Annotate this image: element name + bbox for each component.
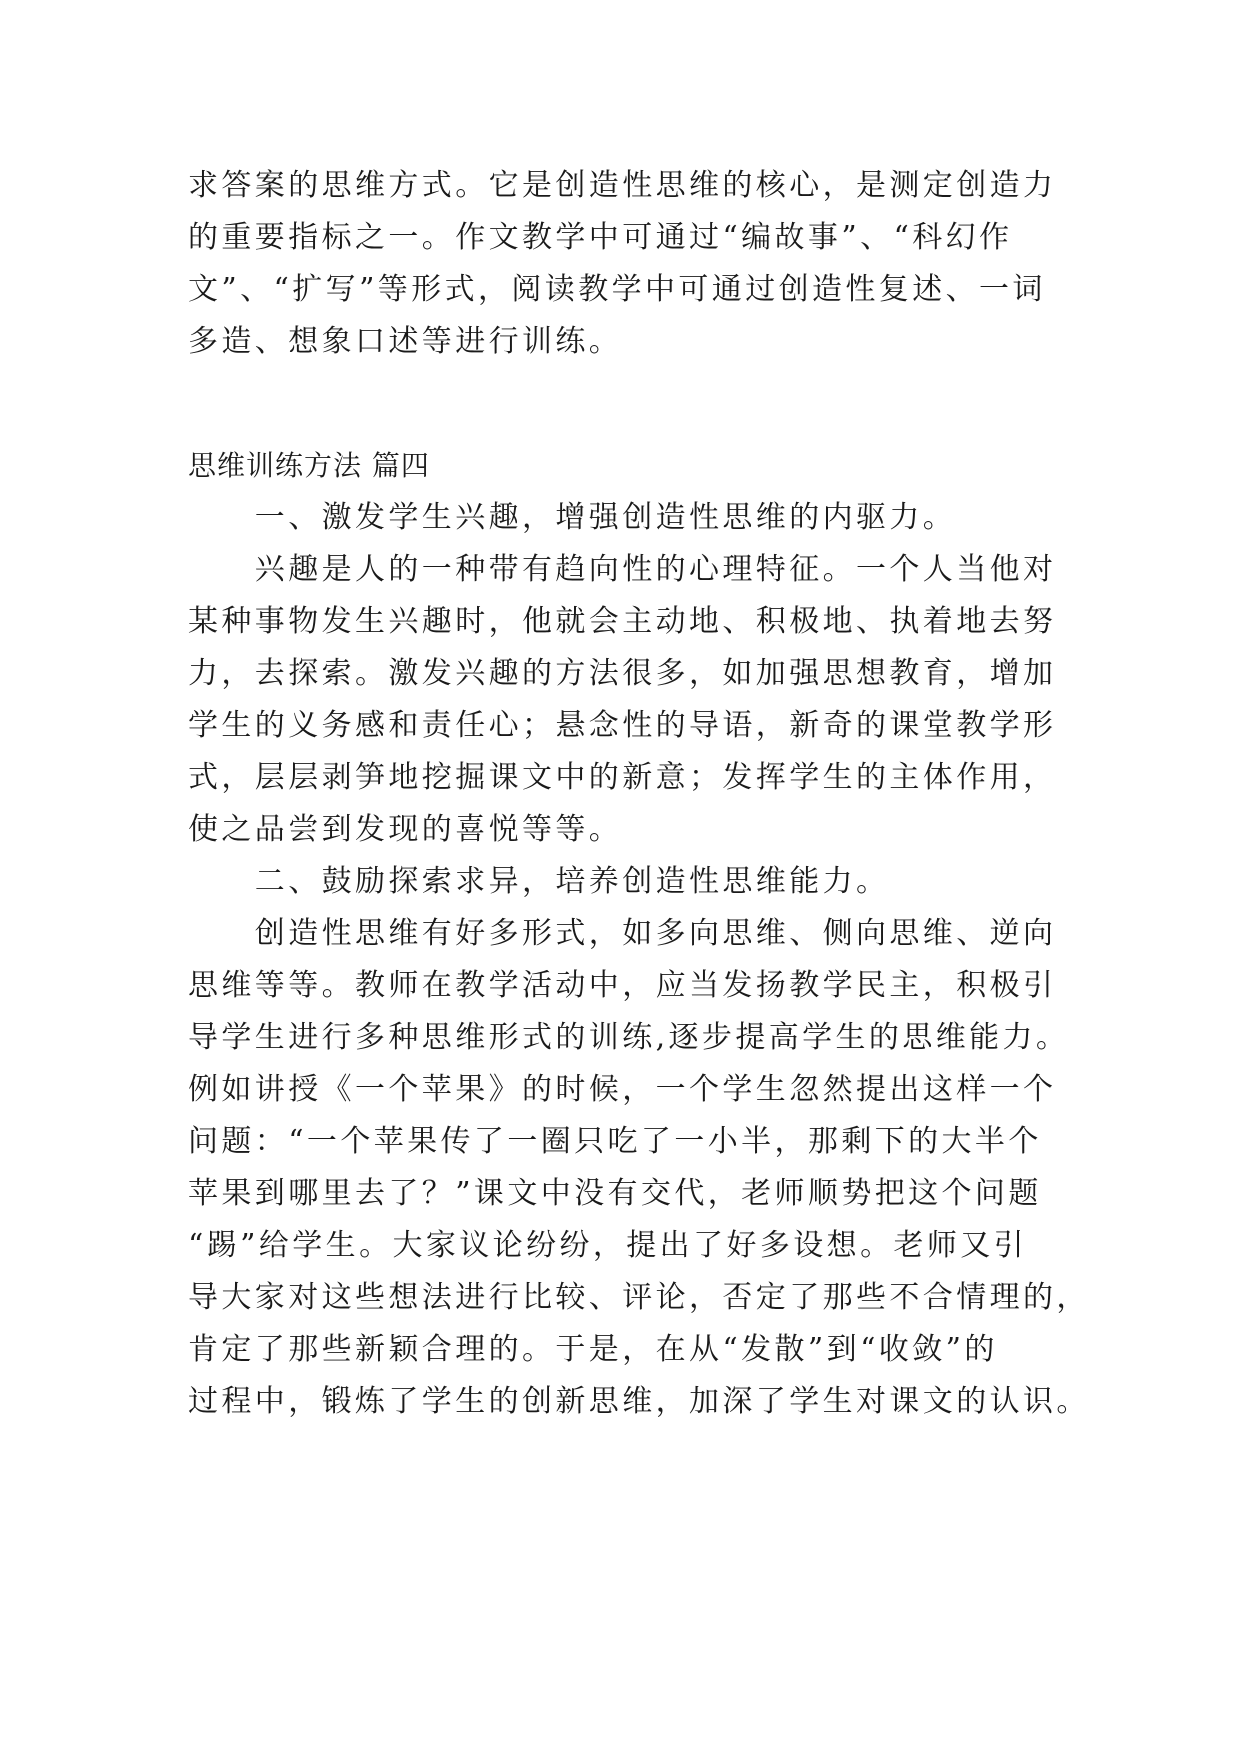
text-line: 学生的义务感和责任心；悬念性的导语，新奇的课堂教学形 [188, 708, 1057, 743]
text-line: 求答案的思维方式。它是创造性思维的核心，是测定创造力 [188, 168, 1057, 203]
document-body [188, 160, 1090, 1428]
section-title: 思维训练方法 篇四 [188, 449, 430, 482]
text-line: 苹果到哪里去了？”课文中没有交代，老师顺势把这个问题 [188, 1176, 1042, 1211]
text-line: 式，层层剥笋地挖掘课文中的新意；发挥学生的主体作用， [188, 760, 1057, 795]
text-line: “踢”给学生。大家议论纷纷，提出了好多设想。老师又引 [188, 1228, 1028, 1263]
text-line: 兴趣是人的一种带有趋向性的心理特征。一个人当他对 [188, 552, 1057, 587]
section-gap [188, 368, 1058, 440]
text-line: 问题：“一个苹果传了一圈只吃了一小半，那剩下的大半个 [188, 1124, 1042, 1159]
text-line: 某种事物发生兴趣时，他就会主动地、积极地、执着地去努 [188, 604, 1057, 639]
text-line: 过程中，锻炼了学生的创新思维，加深了学生对课文的认识。 [188, 1384, 1090, 1419]
text-line: 使之品尝到发现的喜悦等等。 [188, 812, 623, 847]
text-line: 的重要指标之一。作文教学中可通过“编故事”、“科幻作 [188, 220, 1013, 255]
text-line: 例如讲授《一个苹果》的时候，一个学生忽然提出这样一个 [188, 1072, 1057, 1107]
text-line: 思维等等。教师在教学活动中，应当发扬教学民主，积极引 [188, 968, 1057, 1003]
subheading-line: 二、鼓励探索求异，培养创造性思维能力。 [188, 864, 890, 899]
text-line: 力，去探索。激发兴趣的方法很多，如加强思想教育，增加 [188, 656, 1057, 691]
subheading-line: 一、激发学生兴趣，增强创造性思维的内驱力。 [188, 500, 957, 535]
text-line: 导学生进行多种思维形式的训练,逐步提高学生的思维能力。 [188, 1020, 1070, 1055]
text-line: 肯定了那些新颖合理的。于是，在从“发散”到“收敛”的 [188, 1332, 998, 1367]
text-line: 导大家对这些想法进行比较、评论，否定了那些不合情理的， [188, 1280, 1090, 1315]
text-line: 多造、想象口述等进行训练。 [188, 324, 623, 359]
text-line: 创造性思维有好多形式，如多向思维、侧向思维、逆向 [188, 916, 1057, 951]
text-line: 文”、“扩写”等形式，阅读教学中可通过创造性复述、一词 [188, 272, 1046, 307]
